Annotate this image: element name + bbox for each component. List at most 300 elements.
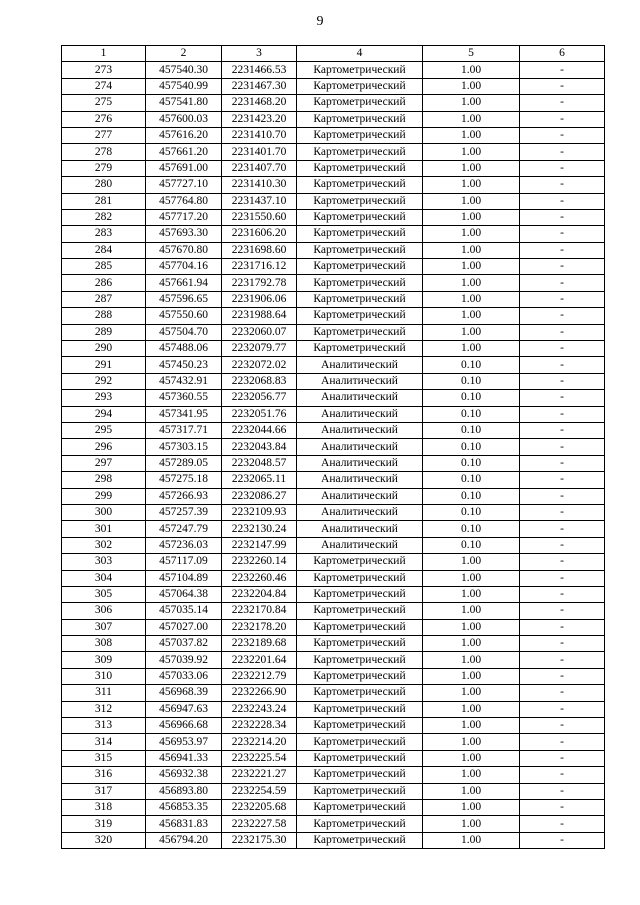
table-row [62,144,605,160]
accuracy-cell: 0.10 [423,472,520,488]
method-cell: Аналитический [297,455,423,471]
y-coordinate-cell: 2232254.59 [222,783,297,799]
table-row [62,455,605,471]
x-coordinate-cell: 457616.20 [146,127,222,143]
x-coordinate-cell: 457039.92 [146,652,222,668]
method-cell: Картометрический [297,242,423,258]
method-cell: Картометрический [297,144,423,160]
note-cell: - [520,521,605,537]
method-cell: Картометрический [297,734,423,750]
point-number-cell: 314 [62,734,146,750]
accuracy-cell: 1.00 [423,586,520,602]
note-cell: - [520,127,605,143]
table-row [62,209,605,225]
point-number-cell: 299 [62,488,146,504]
table-row [62,226,605,242]
method-cell: Аналитический [297,439,423,455]
table-row [62,537,605,553]
table-row [62,62,605,78]
x-coordinate-cell: 457317.71 [146,422,222,438]
y-coordinate-cell: 2231466.53 [222,62,297,78]
method-cell: Картометрический [297,701,423,717]
y-coordinate-cell: 2232189.68 [222,636,297,652]
x-coordinate-cell: 457504.70 [146,324,222,340]
table-row [62,619,605,635]
accuracy-cell: 1.00 [423,160,520,176]
accuracy-cell: 1.00 [423,193,520,209]
accuracy-cell: 0.10 [423,504,520,520]
accuracy-cell: 1.00 [423,701,520,717]
point-number-cell: 274 [62,78,146,94]
method-cell: Картометрический [297,554,423,570]
note-cell: - [520,668,605,684]
method-cell: Картометрический [297,570,423,586]
method-cell: Картометрический [297,619,423,635]
table-row [62,341,605,357]
method-cell: Аналитический [297,504,423,520]
x-coordinate-cell: 456947.63 [146,701,222,717]
table-row [62,750,605,766]
accuracy-cell: 1.00 [423,275,520,291]
note-cell: - [520,832,605,848]
note-cell: - [520,636,605,652]
accuracy-cell: 1.00 [423,226,520,242]
accuracy-cell: 1.00 [423,242,520,258]
point-number-cell: 291 [62,357,146,373]
method-cell: Картометрический [297,226,423,242]
accuracy-cell: 1.00 [423,750,520,766]
table-row [62,259,605,275]
method-cell: Картометрический [297,111,423,127]
y-coordinate-cell: 2231716.12 [222,259,297,275]
x-coordinate-cell: 457693.30 [146,226,222,242]
y-coordinate-cell: 2232204.84 [222,586,297,602]
accuracy-cell: 1.00 [423,832,520,848]
table-row [62,373,605,389]
y-coordinate-cell: 2232225.54 [222,750,297,766]
note-cell: - [520,799,605,815]
x-coordinate-cell: 457033.06 [146,668,222,684]
y-coordinate-cell: 2231698.60 [222,242,297,258]
method-cell: Картометрический [297,291,423,307]
y-coordinate-cell: 2232044.66 [222,422,297,438]
table-row [62,422,605,438]
accuracy-cell: 1.00 [423,816,520,832]
x-coordinate-cell: 457027.00 [146,619,222,635]
note-cell: - [520,472,605,488]
y-coordinate-cell: 2232260.14 [222,554,297,570]
x-coordinate-cell: 457037.82 [146,636,222,652]
method-cell: Картометрический [297,799,423,815]
x-coordinate-cell: 457064.38 [146,586,222,602]
y-coordinate-cell: 2231410.30 [222,177,297,193]
accuracy-cell: 1.00 [423,554,520,570]
table-row [62,193,605,209]
method-cell: Аналитический [297,521,423,537]
note-cell: - [520,160,605,176]
accuracy-cell: 1.00 [423,718,520,734]
table-row [62,586,605,602]
note-cell: - [520,767,605,783]
table-row [62,127,605,143]
accuracy-cell: 0.10 [423,439,520,455]
table-body [62,62,605,849]
method-cell: Картометрический [297,275,423,291]
point-number-cell: 295 [62,422,146,438]
accuracy-cell: 1.00 [423,308,520,324]
x-coordinate-cell: 456932.38 [146,767,222,783]
table-row [62,603,605,619]
note-cell: - [520,652,605,668]
table-row [62,570,605,586]
accuracy-cell: 1.00 [423,570,520,586]
point-number-cell: 294 [62,406,146,422]
method-cell: Картометрический [297,603,423,619]
table-row [62,111,605,127]
method-cell: Картометрический [297,78,423,94]
point-number-cell: 315 [62,750,146,766]
table-row [62,406,605,422]
x-coordinate-cell: 456794.20 [146,832,222,848]
method-cell: Аналитический [297,422,423,438]
accuracy-cell: 0.10 [423,537,520,553]
page-number: 9 [316,14,324,29]
table-row [62,734,605,750]
x-coordinate-cell: 457341.95 [146,406,222,422]
note-cell: - [520,488,605,504]
accuracy-cell: 1.00 [423,144,520,160]
table-row [62,718,605,734]
x-coordinate-cell: 457596.65 [146,291,222,307]
note-cell: - [520,816,605,832]
point-number-cell: 288 [62,308,146,324]
table-row [62,160,605,176]
table-row [62,390,605,406]
method-cell: Аналитический [297,357,423,373]
note-cell: - [520,78,605,94]
table-row [62,816,605,832]
method-cell: Картометрический [297,832,423,848]
y-coordinate-cell: 2231550.60 [222,209,297,225]
y-coordinate-cell: 2231906.06 [222,291,297,307]
method-cell: Аналитический [297,373,423,389]
point-number-cell: 278 [62,144,146,160]
table-row [62,324,605,340]
method-cell: Картометрический [297,816,423,832]
note-cell: - [520,554,605,570]
y-coordinate-cell: 2232079.77 [222,341,297,357]
table-row [62,439,605,455]
x-coordinate-cell: 457600.03 [146,111,222,127]
x-coordinate-cell: 457432.91 [146,373,222,389]
y-coordinate-cell: 2232260.46 [222,570,297,586]
method-cell: Аналитический [297,488,423,504]
point-number-cell: 297 [62,455,146,471]
table-row [62,357,605,373]
x-coordinate-cell: 457727.10 [146,177,222,193]
y-coordinate-cell: 2232072.02 [222,357,297,373]
y-coordinate-cell: 2231437.10 [222,193,297,209]
accuracy-cell: 1.00 [423,767,520,783]
method-cell: Картометрический [297,193,423,209]
y-coordinate-cell: 2232086.27 [222,488,297,504]
note-cell: - [520,504,605,520]
method-cell: Картометрический [297,586,423,602]
table-row [62,95,605,111]
point-number-cell: 289 [62,324,146,340]
x-coordinate-cell: 457661.20 [146,144,222,160]
point-number-cell: 298 [62,472,146,488]
note-cell: - [520,603,605,619]
point-number-cell: 303 [62,554,146,570]
note-cell: - [520,734,605,750]
table-row [62,832,605,848]
table-row [62,78,605,94]
table-row [62,783,605,799]
table-row [62,472,605,488]
x-coordinate-cell: 457275.18 [146,472,222,488]
accuracy-cell: 1.00 [423,783,520,799]
x-coordinate-cell: 457117.09 [146,554,222,570]
y-coordinate-cell: 2232228.34 [222,718,297,734]
y-coordinate-cell: 2231401.70 [222,144,297,160]
accuracy-cell: 1.00 [423,177,520,193]
x-coordinate-cell: 457691.00 [146,160,222,176]
y-coordinate-cell: 2232170.84 [222,603,297,619]
point-number-cell: 286 [62,275,146,291]
point-number-cell: 318 [62,799,146,815]
column-header: 6 [520,46,605,62]
note-cell: - [520,619,605,635]
accuracy-cell: 1.00 [423,685,520,701]
point-number-cell: 301 [62,521,146,537]
x-coordinate-cell: 457247.79 [146,521,222,537]
accuracy-cell: 1.00 [423,291,520,307]
coordinates-table [61,45,605,849]
point-number-cell: 282 [62,209,146,225]
table-row [62,554,605,570]
accuracy-cell: 1.00 [423,259,520,275]
method-cell: Картометрический [297,177,423,193]
accuracy-cell: 0.10 [423,521,520,537]
note-cell: - [520,537,605,553]
point-number-cell: 283 [62,226,146,242]
x-coordinate-cell: 457360.55 [146,390,222,406]
point-number-cell: 276 [62,111,146,127]
column-header: 2 [146,46,222,62]
note-cell: - [520,357,605,373]
point-number-cell: 285 [62,259,146,275]
point-number-cell: 302 [62,537,146,553]
x-coordinate-cell: 457661.94 [146,275,222,291]
note-cell: - [520,570,605,586]
y-coordinate-cell: 2231792.78 [222,275,297,291]
y-coordinate-cell: 2232243.24 [222,701,297,717]
method-cell: Картометрический [297,783,423,799]
point-number-cell: 277 [62,127,146,143]
method-cell: Картометрический [297,308,423,324]
method-cell: Картометрический [297,127,423,143]
x-coordinate-cell: 457540.30 [146,62,222,78]
point-number-cell: 319 [62,816,146,832]
accuracy-cell: 1.00 [423,95,520,111]
accuracy-cell: 1.00 [423,127,520,143]
y-coordinate-cell: 2232227.58 [222,816,297,832]
y-coordinate-cell: 2232051.76 [222,406,297,422]
method-cell: Картометрический [297,62,423,78]
point-number-cell: 275 [62,95,146,111]
table-row [62,521,605,537]
method-cell: Картометрический [297,160,423,176]
accuracy-cell: 0.10 [423,373,520,389]
accuracy-cell: 1.00 [423,734,520,750]
x-coordinate-cell: 457450.23 [146,357,222,373]
y-coordinate-cell: 2232056.77 [222,390,297,406]
point-number-cell: 279 [62,160,146,176]
method-cell: Картометрический [297,750,423,766]
note-cell: - [520,701,605,717]
x-coordinate-cell: 457303.15 [146,439,222,455]
method-cell: Картометрический [297,652,423,668]
note-cell: - [520,439,605,455]
method-cell: Картометрический [297,668,423,684]
x-coordinate-cell: 457035.14 [146,603,222,619]
point-number-cell: 317 [62,783,146,799]
y-coordinate-cell: 2232109.93 [222,504,297,520]
x-coordinate-cell: 456953.97 [146,734,222,750]
column-header: 1 [62,46,146,62]
x-coordinate-cell: 456831.83 [146,816,222,832]
x-coordinate-cell: 456966.68 [146,718,222,734]
point-number-cell: 307 [62,619,146,635]
point-number-cell: 305 [62,586,146,602]
accuracy-cell: 1.00 [423,603,520,619]
point-number-cell: 280 [62,177,146,193]
note-cell: - [520,341,605,357]
point-number-cell: 308 [62,636,146,652]
x-coordinate-cell: 457289.05 [146,455,222,471]
method-cell: Картометрический [297,341,423,357]
note-cell: - [520,685,605,701]
table-row [62,701,605,717]
method-cell: Картометрический [297,636,423,652]
note-cell: - [520,308,605,324]
table-row [62,668,605,684]
method-cell: Аналитический [297,406,423,422]
y-coordinate-cell: 2232175.30 [222,832,297,848]
note-cell: - [520,422,605,438]
note-cell: - [520,226,605,242]
y-coordinate-cell: 2232214.20 [222,734,297,750]
accuracy-cell: 0.10 [423,406,520,422]
column-header: 4 [297,46,423,62]
table-row [62,504,605,520]
table-row [62,242,605,258]
note-cell: - [520,783,605,799]
accuracy-cell: 1.00 [423,324,520,340]
table-row [62,636,605,652]
x-coordinate-cell: 457236.03 [146,537,222,553]
y-coordinate-cell: 2232068.83 [222,373,297,389]
y-coordinate-cell: 2232212.79 [222,668,297,684]
accuracy-cell: 0.10 [423,455,520,471]
y-coordinate-cell: 2232201.64 [222,652,297,668]
note-cell: - [520,275,605,291]
accuracy-cell: 0.10 [423,422,520,438]
x-coordinate-cell: 456968.39 [146,685,222,701]
note-cell: - [520,259,605,275]
y-coordinate-cell: 2231407.70 [222,160,297,176]
x-coordinate-cell: 456941.33 [146,750,222,766]
point-number-cell: 304 [62,570,146,586]
y-coordinate-cell: 2232130.24 [222,521,297,537]
x-coordinate-cell: 456853.35 [146,799,222,815]
method-cell: Аналитический [297,390,423,406]
note-cell: - [520,324,605,340]
point-number-cell: 316 [62,767,146,783]
point-number-cell: 311 [62,685,146,701]
accuracy-cell: 1.00 [423,636,520,652]
point-number-cell: 293 [62,390,146,406]
method-cell: Картометрический [297,95,423,111]
table-row [62,275,605,291]
table-row [62,652,605,668]
y-coordinate-cell: 2232178.20 [222,619,297,635]
accuracy-cell: 1.00 [423,111,520,127]
note-cell: - [520,750,605,766]
note-cell: - [520,291,605,307]
point-number-cell: 284 [62,242,146,258]
x-coordinate-cell: 457541.80 [146,95,222,111]
point-number-cell: 281 [62,193,146,209]
note-cell: - [520,242,605,258]
note-cell: - [520,586,605,602]
method-cell: Аналитический [297,537,423,553]
header-row [62,46,605,62]
note-cell: - [520,144,605,160]
method-cell: Картометрический [297,718,423,734]
y-coordinate-cell: 2232266.90 [222,685,297,701]
y-coordinate-cell: 2232048.57 [222,455,297,471]
note-cell: - [520,111,605,127]
y-coordinate-cell: 2232147.99 [222,537,297,553]
y-coordinate-cell: 2232060.07 [222,324,297,340]
table-row [62,177,605,193]
x-coordinate-cell: 457704.16 [146,259,222,275]
note-cell: - [520,95,605,111]
point-number-cell: 287 [62,291,146,307]
accuracy-cell: 1.00 [423,341,520,357]
x-coordinate-cell: 457670.80 [146,242,222,258]
table-header [62,46,605,62]
note-cell: - [520,390,605,406]
table-row [62,291,605,307]
method-cell: Картометрический [297,324,423,340]
y-coordinate-cell: 2231467.30 [222,78,297,94]
accuracy-cell: 1.00 [423,209,520,225]
point-number-cell: 290 [62,341,146,357]
note-cell: - [520,406,605,422]
y-coordinate-cell: 2231410.70 [222,127,297,143]
point-number-cell: 320 [62,832,146,848]
note-cell: - [520,718,605,734]
note-cell: - [520,455,605,471]
x-coordinate-cell: 457550.60 [146,308,222,324]
table-row [62,488,605,504]
accuracy-cell: 1.00 [423,799,520,815]
x-coordinate-cell: 457266.93 [146,488,222,504]
point-number-cell: 292 [62,373,146,389]
